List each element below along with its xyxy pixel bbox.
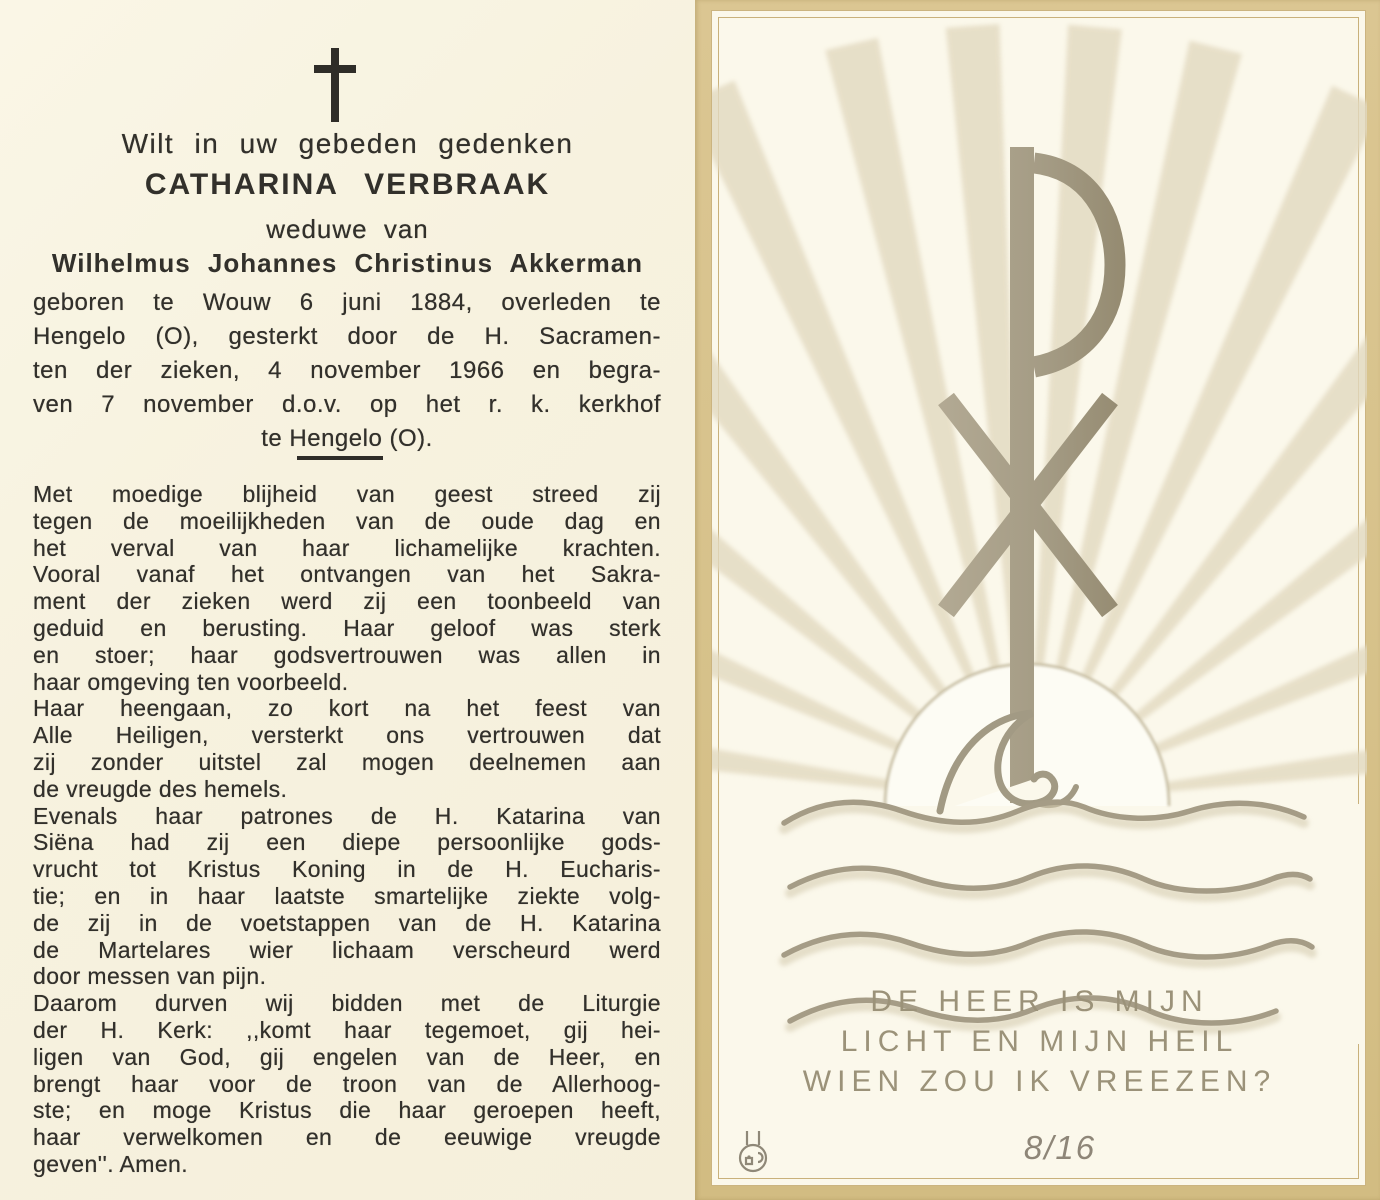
text-line: Met moedige blijheid van geest streed zij <box>33 481 661 507</box>
card-inner-panel <box>711 10 1366 1186</box>
text-line: tie; en in haar laatste smartelijke ziekte volg- <box>33 882 661 909</box>
psalm-quote <box>712 982 1367 1102</box>
text-line: Daarom durven wij bidden met de Liturgie <box>33 990 661 1017</box>
text-line: geboren te Wouw 6 juni 1884, overleden te <box>33 289 661 316</box>
body-paragraph <box>33 990 661 1178</box>
text-line: Haar heengaan, zo kort na het feest van <box>33 695 661 722</box>
text-line: DE HEER IS MIJN <box>870 985 1209 1018</box>
text-line: der H. Kerk: ,,komt haar tegemoet, gij hei- <box>33 1016 661 1043</box>
section-divider <box>297 456 383 460</box>
text-line: door messen van pijn. <box>33 963 267 990</box>
text-line: ligen van God, gij engelen van de Heer, en <box>33 1043 661 1070</box>
text-line: Alle Heiligen, versterkt ons vertrouwen dat <box>33 722 661 749</box>
text-line: ment der zieken werd zij een toonbeeld van <box>33 588 661 615</box>
prayer-card-front <box>695 0 1380 1200</box>
text-line: Evenals haar patrones de H. Katarina van <box>33 802 661 829</box>
cross-icon <box>313 48 357 122</box>
body-paragraph <box>33 803 661 991</box>
deceased-name: CATHARINA VERBRAAK <box>144 168 551 201</box>
text-line: Siëna had zij een diepe persoonlijke gods- <box>33 829 661 856</box>
memorial-body-text <box>33 481 661 1178</box>
text-line: tegen de moeilijkheden van de oude dag en <box>33 507 661 534</box>
text-line: haar verwelkomen en de eeuwige vreugde <box>33 1124 661 1151</box>
text-line: haar omgeving ten voorbeeld. <box>33 668 349 695</box>
body-paragraph <box>33 481 661 695</box>
text-line: ste; en moge Kristus die haar geroepen heeft, <box>33 1097 661 1124</box>
text-line: te Hengelo (O). <box>261 425 433 452</box>
body-paragraph <box>33 695 661 802</box>
text-line: ven 7 november d.o.v. op het r. k. kerkhof <box>33 391 661 418</box>
text-line: de zij in de voetstappen van de H. Katarina <box>33 909 661 936</box>
printer-mark-icon <box>734 1127 774 1179</box>
spouse-name: Wilhelmus Johannes Christinus Akkerman <box>51 248 644 278</box>
text-line: vrucht tot Kristus Koning in de H. Eucharis- <box>33 856 661 883</box>
card-number: 8/16 <box>1023 1129 1097 1166</box>
text-line: Vooral vanaf het ontvangen van het Sakra- <box>33 561 661 588</box>
text-line: de Martelares wier lichaam verscheurd werd <box>33 936 661 963</box>
text-line: geven''. Amen. <box>33 1150 189 1177</box>
text-line: geduid en berusting. Haar geloof was sterk <box>33 614 661 641</box>
text-line: WIEN ZOU IK VREEZEN? <box>802 1065 1277 1098</box>
relation-line: weduwe van <box>266 214 429 244</box>
text-line: Hengelo (O), gesterkt door de H. Sacramen- <box>33 323 661 350</box>
invocation-line: Wilt in uw gebeden gedenken <box>121 128 574 159</box>
text-line: en stoer; haar godsvertrouwen was allen in <box>33 641 661 668</box>
text-line: LICHT EN MIJN HEIL <box>840 1025 1239 1058</box>
text-line: de vreugde des hemels. <box>33 775 288 802</box>
vitals-paragraph <box>33 286 661 456</box>
text-line: brengt haar voor de troon van de Allerhoog- <box>33 1070 661 1097</box>
ray-wedge <box>712 80 1004 707</box>
text-line: het verval van haar lichamelijke krachten. <box>33 534 661 561</box>
text-line: zij zonder uitstel zal mogen deelnemen aan <box>33 748 661 775</box>
text-line: ten der zieken, 4 november 1966 en begra- <box>33 357 661 384</box>
